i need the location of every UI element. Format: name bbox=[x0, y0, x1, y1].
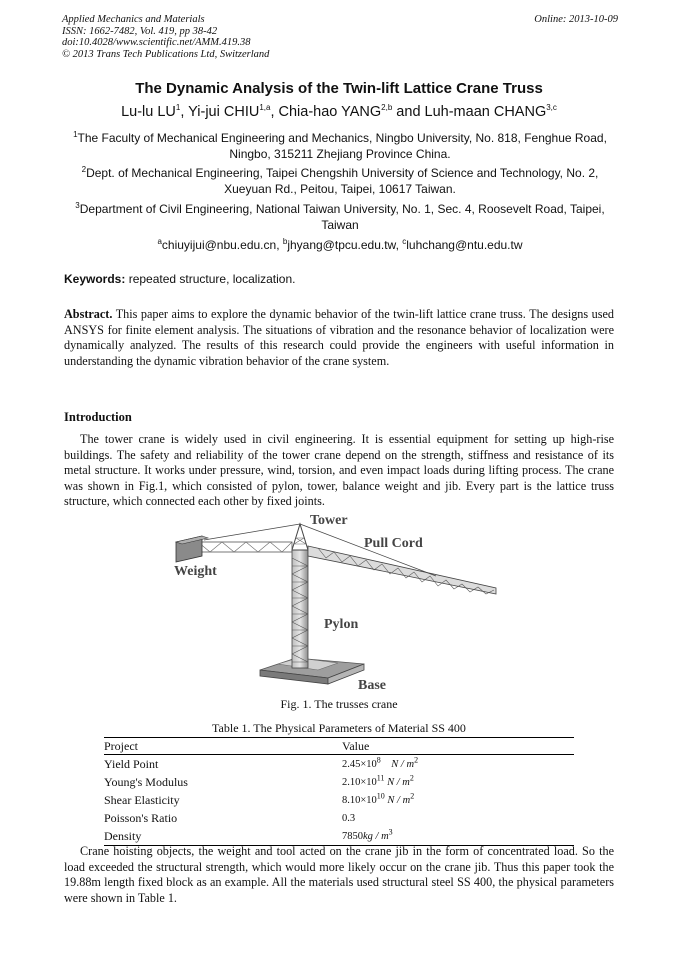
label-pull-cord: Pull Cord bbox=[364, 536, 423, 551]
copyright: © 2013 Trans Tech Publications Ltd, Switzerland bbox=[62, 48, 270, 60]
email-sup: b bbox=[282, 237, 288, 246]
author-name: Luh-maan CHANG bbox=[424, 104, 547, 120]
author-name: Chia-hao YANG bbox=[278, 104, 382, 120]
doi: doi:10.4028/www.scientific.net/AMM.419.38 bbox=[62, 37, 251, 48]
issn: ISSN: 1662-7482, Vol. 419, pp 38-42 bbox=[62, 25, 218, 37]
table-cell-value: $7850kg / m^3$ bbox=[342, 827, 574, 846]
table-cell-value: $8.10\times 10^{10}$ N / $m^2$ bbox=[342, 791, 415, 806]
journal-name: Applied Mechanics and Materials bbox=[62, 14, 205, 25]
table-cell-value: $2.10\times 10^{11}$ N / $m^2$ bbox=[342, 773, 414, 788]
table-cell-project: Poisson's Ratio bbox=[104, 810, 178, 825]
label-pylon: Pylon bbox=[324, 617, 359, 632]
table-cell-project: Density bbox=[104, 827, 342, 846]
table-row bbox=[104, 773, 574, 791]
affiliation-3 bbox=[62, 202, 618, 233]
crane-pylon bbox=[292, 550, 308, 668]
label-weight: Weight bbox=[174, 564, 217, 579]
table-row bbox=[104, 755, 574, 774]
affiliation-text: Department of Civil Engineering, National Taiwan University, No. 1, Sec. 4, Roosevelt Road, Taipei, Taiwan bbox=[79, 202, 605, 232]
affiliation-2 bbox=[62, 166, 618, 197]
email-list: $^a$chiuyijui@nbu.edu.cn, $^b$jhyang@tpcu.edu.tw, $^c$luhchang@ntu.edu.tw bbox=[157, 237, 523, 252]
author-sup: 1,a bbox=[259, 103, 271, 113]
paper-title: The Dynamic Analysis of the Twin-lift Lattice Crane Truss bbox=[135, 80, 543, 97]
affiliation-sup: 3 bbox=[75, 201, 80, 210]
affiliation-sup: 1 bbox=[73, 130, 78, 139]
table-caption: Table 1. The Physical Parameters of Material SS 400 bbox=[212, 721, 466, 735]
section-heading: Introduction bbox=[64, 410, 132, 424]
table-row bbox=[104, 827, 574, 846]
crane-counter-jib bbox=[198, 542, 292, 552]
keywords-text: repeated structure, localization. bbox=[128, 272, 296, 286]
author-list: Lu-lu $LU^1$, Yi-jui CHIU$^{1,a}$, Chia-hao YANG$^{2,b}$ and Luh-maan CHANG$^{3,c}$ bbox=[121, 103, 557, 120]
table-cell-value: $2.45\times 10^8$ N / $m^2$ bbox=[342, 755, 419, 770]
crane-tower bbox=[292, 524, 308, 550]
table-row bbox=[104, 809, 574, 827]
email-sup: a bbox=[157, 237, 162, 246]
email-sup: c bbox=[402, 237, 407, 246]
label-base: Base bbox=[358, 678, 386, 692]
parameter-table bbox=[104, 737, 574, 846]
affiliation-text: The Faculty of Mechanical Engineering and Mechanics, Ningbo University, No. 818, Fenghue Road, Ningbo, 315211 Zhejiang Province China. bbox=[77, 131, 607, 161]
crane-base bbox=[260, 658, 364, 684]
intro-paragraph-1: The tower crane is widely used in civil engineering. It is essential equipment for setting up high-rise buildings. The safety and reliability of the tower crane depend on the strength, stiffness and resistance of its metal structure. It works under pressure, wind, torsion, and even impact loads during lifting process. The crane was shown in Fig.1, which consisted of pylon, tower, balance weight and jib. Every part is the lattice truss structure, which connected each other by fixed joints. bbox=[64, 432, 614, 509]
keywords-label: Keywords: bbox=[64, 272, 126, 286]
author-sup: 3,c bbox=[546, 103, 557, 113]
email-link[interactable]: jhyang@tpcu.edu.tw bbox=[287, 238, 396, 252]
figure-caption: Fig. 1. The trusses crane bbox=[280, 697, 398, 711]
crane-jib bbox=[308, 546, 496, 594]
abstract-label: Abstract. bbox=[64, 307, 113, 321]
table-cell-value: 0.3 bbox=[342, 812, 356, 824]
column-header: Value bbox=[342, 738, 574, 755]
table-row bbox=[104, 791, 574, 809]
affiliation-1 bbox=[62, 131, 618, 162]
abstract bbox=[64, 307, 614, 369]
table-cell-project: Yield Point bbox=[104, 756, 159, 771]
author-name: Yi-jui CHIU bbox=[188, 104, 260, 120]
label-tower: Tower bbox=[310, 513, 348, 528]
counterweight-block bbox=[176, 536, 208, 562]
author-sup: 1 bbox=[175, 103, 181, 113]
crane-figure bbox=[168, 512, 508, 692]
keywords bbox=[64, 272, 295, 286]
table-cell-project: Young's Modulus bbox=[104, 774, 188, 789]
email-link[interactable]: luhchang@ntu.edu.tw bbox=[406, 238, 523, 252]
email-link[interactable]: chiuyijui@nbu.edu.cn bbox=[161, 238, 277, 252]
column-header: Project bbox=[104, 738, 342, 755]
table-header-row bbox=[104, 738, 574, 755]
author-sup: 2,b bbox=[381, 103, 393, 113]
table-cell-project: Shear Elasticity bbox=[104, 792, 180, 807]
abstract-text: This paper aims to explore the dynamic behavior of the twin-lift lattice crane truss. The designs used ANSYS for finite element analysis. The situations of vibration and the resonance behavior of localization were dynamically analyzed. The results of this research could provide the engineers with useful information in understanding the dynamic vibration behavior of the crane system. bbox=[64, 307, 615, 368]
affiliation-text: Dept. of Mechanical Engineering, Taipei Chengshih University of Science and Technology, No. 2, Xueyuan Rd., Peitou, Taipei, 10617 Taiwan. bbox=[86, 166, 599, 196]
author-name: Lu-lu LU bbox=[121, 104, 176, 120]
journal-header bbox=[62, 14, 618, 60]
online-date: Online: 2013-10-09 bbox=[534, 14, 618, 25]
intro-paragraph-2: Crane hoisting objects, the weight and tool acted on the crane jib in the form of concentrated load. So the load exceeded the structural strength, which would more likely occur on the crane jib. Thus this paper took the 19.88m length fixed block as an example. All the materials used structural steel SS 400, the physical parameters were shown in Table 1. bbox=[64, 844, 614, 905]
affiliation-sup: 2 bbox=[81, 165, 87, 174]
